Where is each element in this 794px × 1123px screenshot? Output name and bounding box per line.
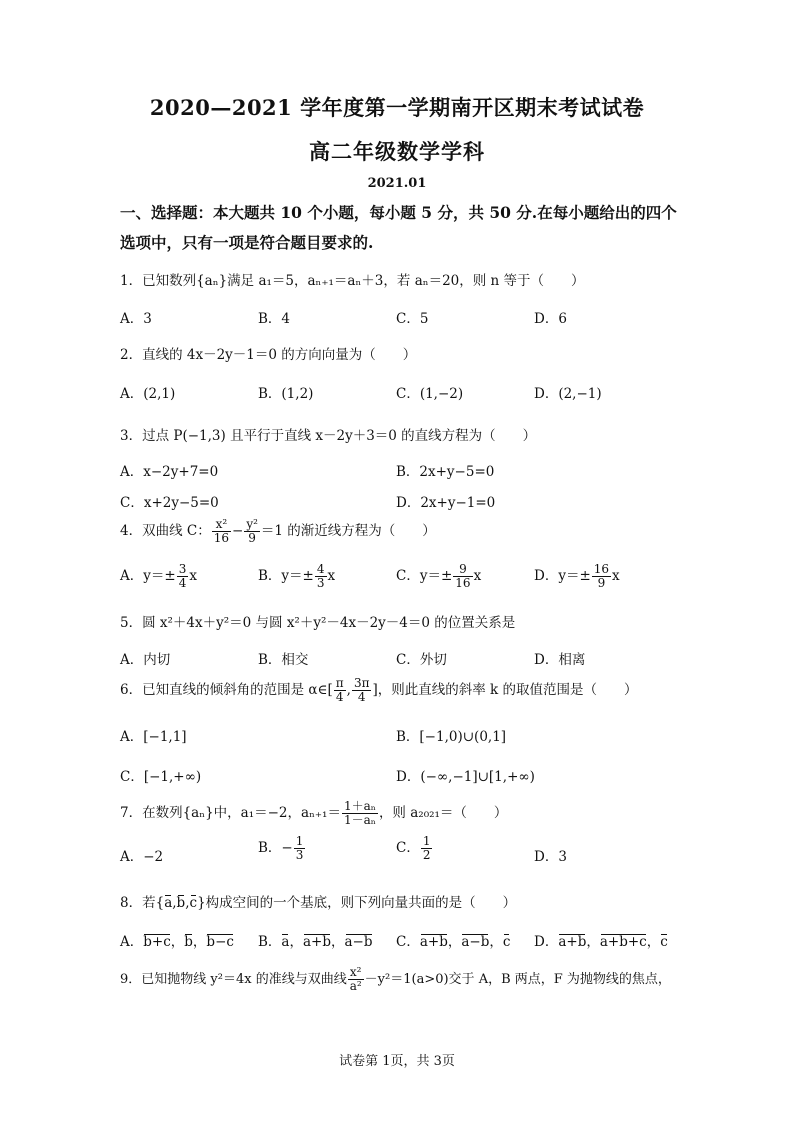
question-5: 5．圆 x²＋4x＋y²＝0 与圆 x²＋y²－4x－2y－4＝0 的位置关系是: [120, 615, 516, 631]
question-6: 6．已知直线的倾斜角的范围是 α∈[ $\frac{\pi}{4}$ , $\frac{3\pi}{4}$ ]，则此直线的斜率 k 的取值范围是（ ）: [120, 676, 638, 704]
question-7: 7．在数列{aₙ}中，a₁＝−2，aₙ₊₁＝ $\frac{\text{1＋aₙ}}{\text{1－aₙ}}$ ，则 a₂₀₂₁＝（ ）: [120, 799, 508, 827]
option-d: D．3: [534, 849, 567, 865]
option-b: B．(1,2): [258, 386, 314, 402]
option-d: D．2x+y−1=0: [396, 495, 496, 511]
option-b: B．− $\frac{1}{3}$: [258, 834, 304, 862]
option-a: A．内切: [120, 652, 171, 668]
option-c: C．x+2y−5=0: [120, 495, 219, 511]
section-heading: 一、选择题：本大题共 10 个小题，每小题 5 分，共 50 分.在每小题给出的四个选项中，只有一项是符合题目要求的.: [120, 203, 677, 252]
option-d: D．y＝± $\frac{16}{9}$ x: [534, 562, 620, 590]
option-c: C．y＝± $\frac{9}{16}$ x: [396, 562, 482, 590]
option-b: B．y＝± $\frac{4}{3}$ x: [258, 562, 336, 590]
question-2-options: [120, 382, 680, 404]
question-2: 2．直线的 4x－2y－1＝0 的方向向量为（ ）: [120, 347, 417, 363]
question-9: 9．已知抛物线 y²＝4x 的准线与双曲线 $\frac{\text{x²}}{\text{a²}}$ －y²＝1(a>0)交于 A，B 两点，F 为抛物线的焦点，: [120, 965, 671, 993]
question-4-options: [120, 562, 680, 590]
fraction: $\frac{\pi}{4}$: [335, 676, 344, 704]
exam-title: 2020—2021 学年度第一学期南开区期末考试试卷: [149, 95, 645, 120]
option-b: B．2x+y−5=0: [396, 464, 495, 480]
exam-date: 2021.01: [367, 176, 427, 191]
option-c: C．(1,−2): [396, 386, 464, 402]
question-5-options: [120, 648, 680, 670]
question-3-options-row2: [120, 491, 680, 513]
option-a: A．(2,1): [120, 386, 176, 402]
option-d: D．6: [534, 311, 567, 327]
option-d: D．(2,−1): [534, 386, 602, 402]
option-a: A．b+c，b，b−c: [120, 934, 234, 950]
option-a: A．[−1,1]: [120, 729, 187, 745]
option-d: D．a+b，a+b+c，c: [534, 934, 668, 950]
question-8: 8．若{a,b,c}构成空间的一个基底，则下列向量共面的是（ ）: [120, 895, 517, 911]
question-8-options: [120, 930, 680, 952]
option-c: C．a+b，a−b，c: [396, 934, 511, 950]
page-footer: 试卷第 1页，共 3页: [339, 1054, 455, 1069]
question-6-options-row1: [120, 725, 680, 747]
option-b: B．[−1,0)∪(0,1]: [396, 729, 507, 745]
fraction: $\frac{\text{x²}}{\text{a²}}$: [349, 965, 362, 993]
question-6-options-row2: [120, 765, 680, 787]
option-b: B．a，a+b，a−b: [258, 934, 373, 950]
option-c: C．[−1,+∞): [120, 769, 202, 785]
exam-subtitle: 高二年级数学学科: [309, 139, 485, 164]
question-3: 3．过点 P(−1,3) 且平行于直线 x－2y＋3＝0 的直线方程为（ ）: [120, 428, 537, 444]
fraction: $\frac{\text{1＋aₙ}}{\text{1－aₙ}}$: [343, 799, 376, 827]
fraction: $\frac{\text{x²}}{16}$: [213, 517, 229, 545]
fraction: $\frac{3\pi}{4}$: [353, 676, 370, 704]
option-c: C．5: [396, 311, 429, 327]
question-1-options: [120, 307, 680, 329]
option-a: A．3: [120, 311, 152, 327]
option-c: C．外切: [396, 652, 447, 668]
question-1: 1．已知数列{aₙ}满足 a₁＝5，aₙ₊₁＝aₙ＋3，若 aₙ＝20，则 n 等于（ ）: [120, 273, 585, 289]
question-7-options: [120, 834, 680, 867]
option-b: B．4: [258, 311, 291, 327]
option-a: A．−2: [120, 849, 164, 865]
question-3-options-row1: [120, 460, 680, 482]
option-c: C． $\frac{1}{2}$: [396, 834, 431, 862]
fraction: $\frac{\text{y²}}{9}$: [246, 517, 258, 545]
question-4: 4．双曲线 C： $\frac{\text{x²}}{16}$ − $\frac{\text{y²}}{9}$ ＝1 的渐近线方程为（ ）: [120, 517, 436, 545]
option-b: B．相交: [258, 652, 309, 668]
option-d: D．(−∞,−1]∪[1,+∞): [396, 769, 535, 785]
option-a: A．x−2y+7=0: [120, 464, 219, 480]
option-d: D．相离: [534, 652, 586, 668]
option-a: A．y＝± $\frac{3}{4}$ x: [120, 562, 197, 590]
